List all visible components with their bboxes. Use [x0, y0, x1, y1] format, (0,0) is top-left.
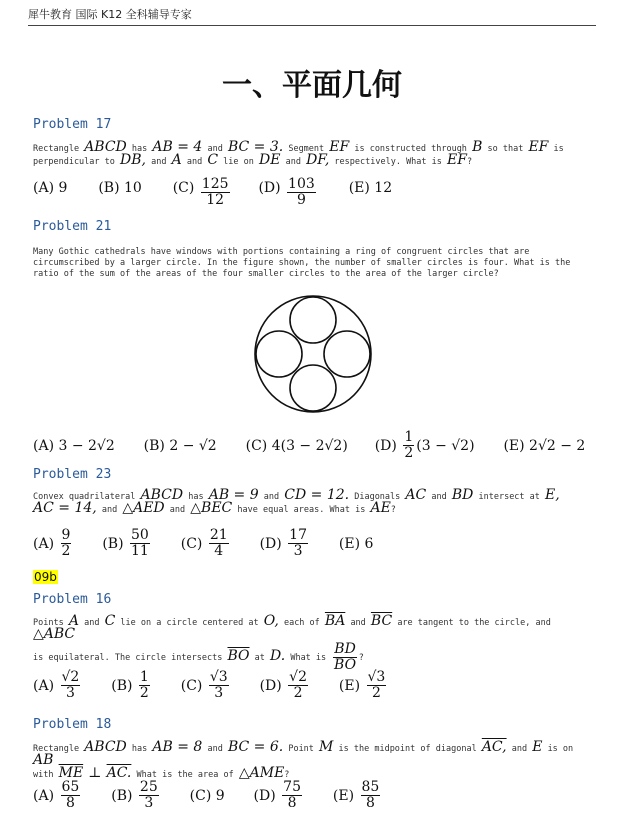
large-circle	[255, 296, 371, 412]
choice-a-label: (A)	[33, 535, 55, 552]
choice-c-fraction: $\frac{125}{12}$	[201, 176, 229, 208]
problem-23-choices	[33, 528, 373, 559]
choice-a: (A) 3 − 2√2	[33, 437, 115, 454]
choice-c-label: (C)	[180, 535, 203, 552]
choice-a: (A) 9	[33, 180, 68, 196]
choice-d-fraction: $\frac{1}{2}$	[404, 429, 414, 461]
header-text: 犀牛教育 国际 K12 全科辅导专家	[28, 8, 192, 21]
choice-b: (B) 10	[98, 180, 142, 196]
problem-23-text: Convex quadrilateral ABCD has AB = 9 and CD = 12. Diagonals AC and BD intersect at E, AC = 14, and △AED and △BEC have equal areas. What is AE?	[33, 487, 560, 516]
choice-d-label: (D)	[259, 535, 282, 552]
problem-18-choices	[33, 780, 382, 811]
problem-18-heading: Problem 18	[33, 717, 112, 732]
problem-18-text: Rectangle ABCD has AB = 8 and BC = 6. Point M is the midpoint of diagonal AC, and E is on AB with $\overline{ME}$ ⊥ AC. What is the area of △AME?	[33, 739, 574, 781]
problem-17-text: Rectangle ABCD has AB = 4 and BC = 3. Segment EF is constructed through B so that EF is perpendicular to DB, and A and C lie on DE and DF, respectively. What is EF?	[33, 139, 564, 168]
small-circle-bottom	[290, 365, 336, 411]
choice-d-fraction: $\frac{17}{3}$	[289, 527, 307, 559]
choice-c: (C) 9	[189, 787, 225, 804]
choice-c-fraction: $\frac{√3}{3}$	[209, 669, 228, 701]
choice-a-label: (A)	[33, 677, 55, 694]
choice-e: (E) 2√2 − 2	[503, 437, 586, 454]
choice-c: (C) 4(3 − 2√2)	[245, 437, 348, 454]
choice-d-label: (D)	[258, 180, 281, 196]
choice-a-fraction: $\frac{√2}{3}$	[61, 669, 80, 701]
problem-17-heading: Problem 17	[33, 117, 112, 132]
choice-b: (B) 2 − √2	[143, 437, 217, 454]
choice-d-label: (D)	[374, 437, 397, 454]
choice-c-label: (C)	[172, 180, 195, 196]
problem-21-heading: Problem 21	[33, 219, 112, 234]
problem-23-heading: Problem 23	[33, 467, 112, 482]
problem-17-choices	[33, 176, 393, 208]
choice-b-fraction: $\frac{25}{3}$	[139, 779, 158, 811]
choice-d-label: (D)	[253, 787, 276, 804]
choice-b-label: (B)	[111, 787, 133, 804]
problem-21-choices: (A) 3 − 2√2 (B) 2 − √2 (C) 4(3 − 2√2) (D) $\frac{1}{2}$ (3 − √2) (E) 2√2 − 2	[33, 429, 586, 461]
problem-21-text: Many Gothic cathedrals have windows with portions containing a ring of congruent circles that are circumscribed by a larger circle. In the figure shown, the number of smaller circles is four. What is the ratio of the sum of the areas of the four smaller circles to the area of the larger circle?	[33, 247, 571, 279]
choice-e-fraction: $\frac{√3}{2}$	[367, 669, 386, 701]
page-title: 一、平面几何	[222, 68, 402, 103]
problem-16-text: Points A and C lie on a circle centered at O, each of $\overline{BA}$ and $\overline{BC}$ are tangent to the circle, and △ABC is equilateral. The circle intersects $\overline{BO}$ at D. What is $\frac{BD}{BO}$ ?	[33, 613, 551, 673]
problem-16-choices	[33, 670, 388, 701]
small-circle-right	[324, 331, 370, 377]
choice-c-label: (C)	[180, 677, 203, 694]
choice-e-fraction: $\frac{85}{8}$	[361, 779, 380, 811]
choice-e-label: (E)	[338, 677, 361, 694]
problem-16-heading: Problem 16	[33, 592, 112, 607]
section-tag: 09b	[34, 570, 57, 584]
choice-d-label: (D)	[259, 677, 282, 694]
question-fraction: $\frac{BD}{BO}$	[334, 641, 357, 673]
choice-d-fraction: $\frac{103}{9}$	[288, 176, 315, 208]
choice-e-label: (E)	[332, 787, 355, 804]
choice-e: (E) 6	[338, 535, 374, 552]
choice-a-fraction: $\frac{9}{2}$	[61, 527, 71, 559]
choice-a-label: (A)	[33, 787, 55, 804]
choice-a-fraction: $\frac{65}{8}$	[61, 779, 80, 811]
header-bar	[28, 6, 596, 26]
choice-d-fraction: $\frac{75}{8}$	[283, 779, 301, 811]
choice-d-fraction: $\frac{√2}{2}$	[289, 669, 307, 701]
small-circle-left	[256, 331, 302, 377]
choice-e: (E) 12	[348, 180, 393, 196]
choice-b-label: (B)	[111, 677, 133, 694]
choice-b-label: (B)	[102, 535, 124, 552]
gothic-window-figure	[252, 293, 374, 415]
choice-c-fraction: $\frac{21}{4}$	[209, 527, 228, 559]
small-circle-top	[290, 297, 336, 343]
choice-b-fraction: $\frac{50}{11}$	[131, 527, 149, 559]
choice-b-fraction: $\frac{1}{2}$	[139, 669, 149, 701]
